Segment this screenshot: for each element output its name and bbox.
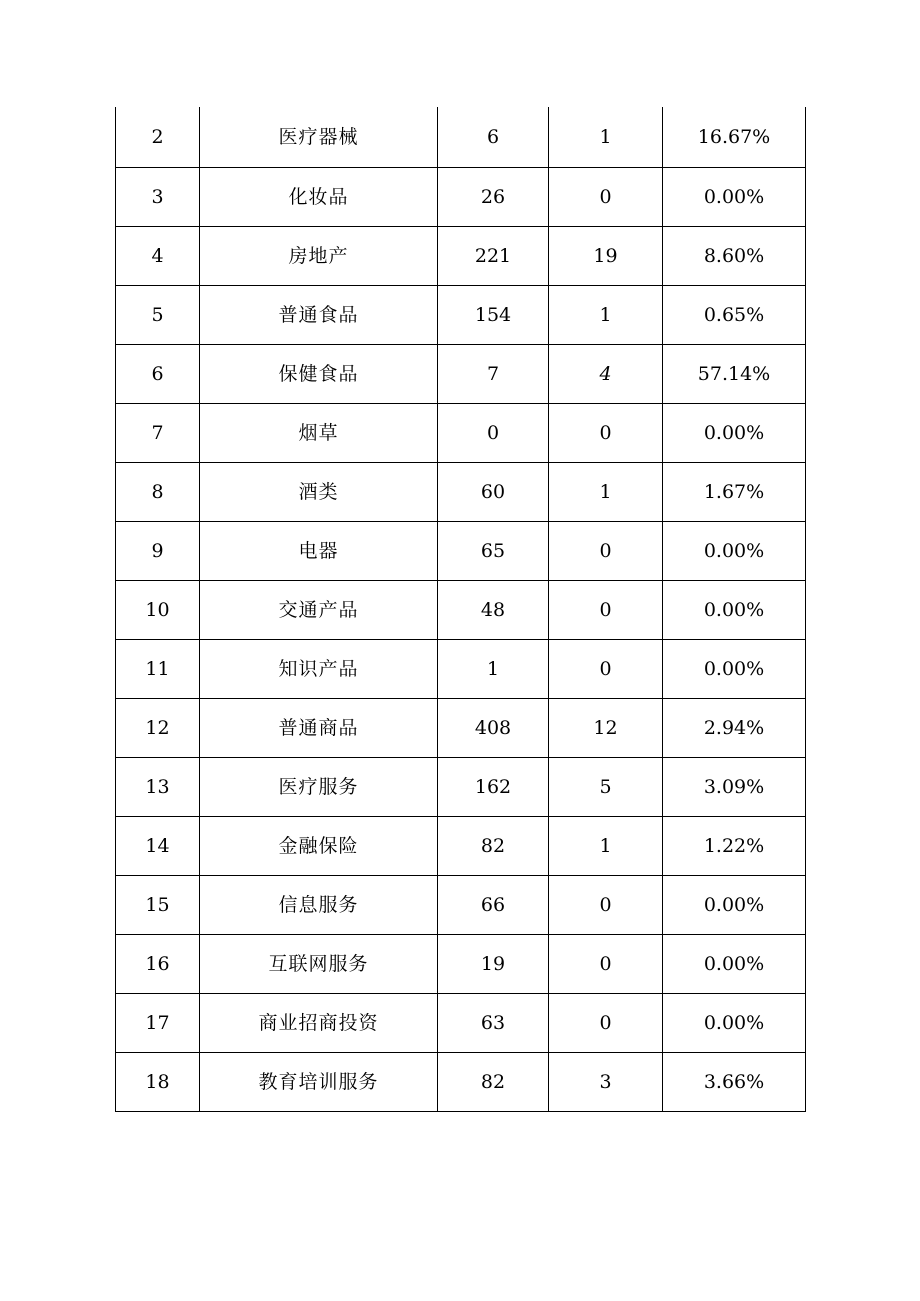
row-number-cell: 12 [116,699,200,758]
row-number-cell: 5 [116,286,200,345]
total-count-cell: 1 [438,640,549,699]
total-count-cell: 82 [438,1053,549,1112]
table-row [116,168,806,227]
violation-rate-cell: 0.65% [663,286,806,345]
total-count-cell: 60 [438,463,549,522]
row-number-cell: 4 [116,227,200,286]
table-row [116,404,806,463]
violation-rate-cell: 0.00% [663,404,806,463]
table-row [116,345,806,404]
category-cell: 烟草 [200,404,438,463]
violation-count-cell: 4 [549,345,663,404]
table-row [116,1053,806,1112]
row-number-cell: 9 [116,522,200,581]
violation-count-cell: 0 [549,876,663,935]
table-row [116,227,806,286]
table-row [116,699,806,758]
statistics-table-wrapper [115,107,805,1112]
violation-rate-cell: 0.00% [663,994,806,1053]
total-count-cell: 0 [438,404,549,463]
table-row [116,463,806,522]
violation-count-cell: 0 [549,994,663,1053]
category-cell: 电器 [200,522,438,581]
category-cell: 商业招商投资 [200,994,438,1053]
violation-count-cell: 0 [549,522,663,581]
category-cell: 酒类 [200,463,438,522]
category-cell: 房地产 [200,227,438,286]
violation-count-cell: 0 [549,404,663,463]
violation-count-cell: 0 [549,935,663,994]
violation-count-cell: 0 [549,168,663,227]
total-count-cell: 66 [438,876,549,935]
table-row [116,994,806,1053]
total-count-cell: 26 [438,168,549,227]
violation-count-cell: 5 [549,758,663,817]
violation-count-cell: 1 [549,463,663,522]
row-number-cell: 3 [116,168,200,227]
category-cell: 知识产品 [200,640,438,699]
total-count-cell: 7 [438,345,549,404]
category-cell: 金融保险 [200,817,438,876]
total-count-cell: 154 [438,286,549,345]
category-cell: 医疗器械 [200,107,438,168]
table-row [116,935,806,994]
violation-rate-cell: 0.00% [663,876,806,935]
total-count-cell: 63 [438,994,549,1053]
row-number-cell: 13 [116,758,200,817]
table-row [116,758,806,817]
violation-rate-cell: 3.09% [663,758,806,817]
violation-count-cell: 19 [549,227,663,286]
violation-count-cell: 12 [549,699,663,758]
violation-rate-cell: 0.00% [663,935,806,994]
violation-rate-cell: 1.67% [663,463,806,522]
total-count-cell: 162 [438,758,549,817]
table-body [116,107,806,1112]
row-number-cell: 6 [116,345,200,404]
category-cell: 化妆品 [200,168,438,227]
row-number-cell: 15 [116,876,200,935]
category-cell: 教育培训服务 [200,1053,438,1112]
violation-rate-cell: 0.00% [663,168,806,227]
violation-rate-cell: 1.22% [663,817,806,876]
category-cell: 互联网服务 [200,935,438,994]
total-count-cell: 48 [438,581,549,640]
violation-rate-cell: 8.60% [663,227,806,286]
violation-count-cell: 1 [549,286,663,345]
advertising-statistics-table [115,107,806,1112]
violation-rate-cell: 16.67% [663,107,806,168]
table-row [116,522,806,581]
violation-count-cell: 0 [549,581,663,640]
violation-rate-cell: 2.94% [663,699,806,758]
table-row [116,876,806,935]
table-row [116,286,806,345]
row-number-cell: 7 [116,404,200,463]
row-number-cell: 18 [116,1053,200,1112]
violation-rate-cell: 57.14% [663,345,806,404]
total-count-cell: 6 [438,107,549,168]
violation-count-cell: 1 [549,817,663,876]
violation-count-cell: 1 [549,107,663,168]
category-cell: 保健食品 [200,345,438,404]
row-number-cell: 11 [116,640,200,699]
row-number-cell: 10 [116,581,200,640]
violation-count-cell: 3 [549,1053,663,1112]
row-number-cell: 17 [116,994,200,1053]
row-number-cell: 16 [116,935,200,994]
violation-rate-cell: 0.00% [663,522,806,581]
category-cell: 交通产品 [200,581,438,640]
total-count-cell: 221 [438,227,549,286]
category-cell: 普通商品 [200,699,438,758]
violation-rate-cell: 0.00% [663,581,806,640]
total-count-cell: 19 [438,935,549,994]
category-cell: 医疗服务 [200,758,438,817]
total-count-cell: 65 [438,522,549,581]
row-number-cell: 8 [116,463,200,522]
table-row [116,107,806,168]
row-number-cell: 14 [116,817,200,876]
category-cell: 信息服务 [200,876,438,935]
table-row [116,640,806,699]
total-count-cell: 408 [438,699,549,758]
row-number-cell: 2 [116,107,200,168]
table-row [116,581,806,640]
table-row [116,817,806,876]
violation-rate-cell: 0.00% [663,640,806,699]
category-cell: 普通食品 [200,286,438,345]
violation-rate-cell: 3.66% [663,1053,806,1112]
violation-count-cell: 0 [549,640,663,699]
total-count-cell: 82 [438,817,549,876]
